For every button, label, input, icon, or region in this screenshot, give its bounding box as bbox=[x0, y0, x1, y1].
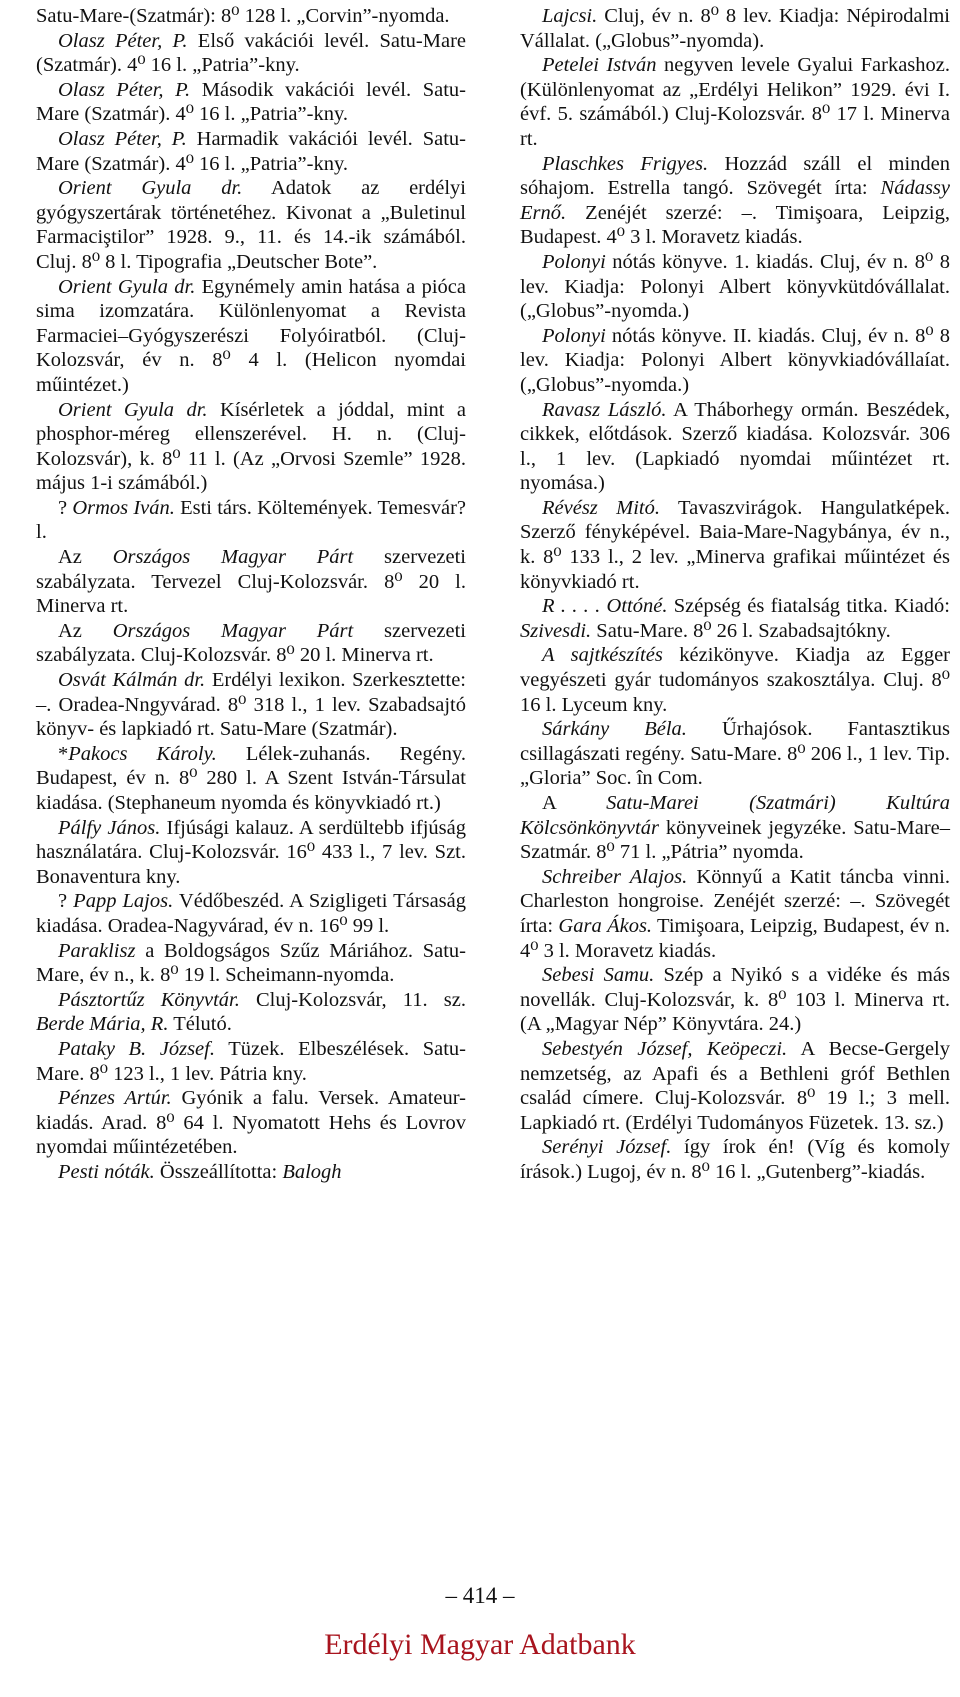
entry-text: Az bbox=[58, 546, 113, 569]
entry-author: Olasz Péter, P. bbox=[58, 29, 188, 52]
entry-text: könyveinek jegyzéke. Satu-Mare–Szatmár. 8⁰ 71 l. „Pátria” nyomda. bbox=[520, 816, 950, 864]
bibliography-entry bbox=[520, 643, 950, 717]
watermark-text: Erdélyi Magyar Adatbank bbox=[324, 1628, 636, 1661]
entry-author: Országos Magyar Párt bbox=[112, 619, 354, 642]
entry-author: Olasz Péter, P. bbox=[58, 127, 187, 150]
page-number: – 414 – bbox=[445, 1583, 515, 1608]
left-column bbox=[36, 4, 466, 1185]
entry-text: Cluj-Kolozsvár, 11. sz. bbox=[239, 988, 466, 1011]
entry-text: Erdélyi lexikon. Szerkesztette: –. Oradea-Nngyvárad. 8⁰ 318 l., 1 lev. Szabadsajtó könyv- és lapkiadó rt. Satu-Mare (Szatmár). bbox=[36, 669, 466, 741]
bibliography-entry bbox=[520, 717, 950, 791]
entry-text: Szép a Nyikó s a vidéke és más novellák. Cluj-Kolozsvár, k. 8⁰ 103 l. Minerva rt. (A „Magyar Nép” Könyvtára. 24.) bbox=[520, 964, 950, 1036]
bibliography-entry bbox=[36, 988, 466, 1037]
entry-text: negyven levele Gyalui Farkashoz. (Különlenyomat az „Erdélyi Helikon” 1929. évi I. évf. 5. számából.) Cluj-Kolozsvár. 8⁰ 17 l. Minerva rt. bbox=[520, 54, 950, 150]
bibliography-entry bbox=[520, 53, 950, 151]
bibliography-entry bbox=[520, 152, 950, 250]
bibliography-entry bbox=[36, 496, 466, 545]
bibliography-entry bbox=[520, 594, 950, 643]
bibliography-entry bbox=[36, 1037, 466, 1086]
entry-author: Serényi József. bbox=[542, 1136, 672, 1159]
entry-text: Timişoara, Leipzig, Budapest, év n. 4⁰ 3 l. Moravetz kiadás. bbox=[520, 914, 950, 962]
bibliography-entry bbox=[36, 939, 466, 988]
entry-author: Orient Gyula dr. bbox=[58, 275, 196, 298]
bibliography-entry bbox=[520, 496, 950, 594]
entry-text: kézikönyve. Kiadja az Egger vegyészeti gyár tudományos szakosztálya. Cluj. 8⁰ 16 l. Lyceum kny. bbox=[520, 644, 950, 716]
entry-author: Satu-Marei (Szatmári) Kultúra Kölcsönkönyvtár bbox=[520, 792, 950, 839]
entry-author: Olasz Péter, P. bbox=[58, 78, 191, 101]
entry-text: Esti társ. Költemények. Temesvár? l. bbox=[36, 496, 466, 544]
entry-text: Gyónik a falu. Versek. Amateur-kiadás. Arad. 8⁰ 64 l. Nyomatott Hehs és Lovrov nyomdai műintézetében. bbox=[36, 1087, 466, 1159]
entry-text: Kísérletek a jóddal, mint a phosphor-méreg ellenszerével. H. n. (Cluj-Kolozsvár), k. 8⁰ 11 l. (Az „Orvosi Szemle” 1928. május 1-i számából.) bbox=[36, 398, 466, 495]
entry-author: Országos Magyar Párt bbox=[112, 546, 354, 569]
bibliography-entry bbox=[36, 619, 466, 668]
entry-author: Pakocs Károly. bbox=[68, 742, 217, 765]
entry-text: A bbox=[542, 792, 607, 814]
bibliography-entry bbox=[520, 865, 950, 963]
entry-text: szervezeti szabályzata. Cluj-Kolozsvár. 8⁰ 20 l. Minerva rt. bbox=[36, 619, 466, 667]
entry-text: a Boldogságos Szűz Máriához. Satu-Mare, év n., k. 8⁰ 19 l. Scheimann-nyomda. bbox=[36, 939, 466, 987]
bibliography-entry bbox=[36, 816, 466, 890]
entry-text: Satu-Mare-(Szatmár): 8⁰ 128 l. „Corvin”-nyomda. bbox=[36, 5, 450, 27]
entry-text: Védőbeszéd. A Szigligeti Társaság kiadása. Oradea-Nagyvárad, év n. 16⁰ 99 l. bbox=[36, 890, 466, 937]
entry-text: Satu-Mare. 8⁰ 26 l. Szabadsajtókny. bbox=[591, 619, 891, 642]
entry-author: Balogh bbox=[282, 1160, 342, 1183]
entry-author: Lajcsi. bbox=[542, 5, 598, 27]
entry-text: Télutó. bbox=[168, 1013, 232, 1036]
right-column bbox=[520, 4, 950, 1185]
entry-author: Sebestyén József, Keöpeczi. bbox=[542, 1037, 788, 1060]
entry-author: Pásztortűz Könyvtár. bbox=[58, 988, 240, 1011]
bibliography-entry bbox=[36, 275, 466, 398]
entry-author: Polonyi bbox=[542, 250, 606, 273]
entry-author: R . . . . Ottóné. bbox=[542, 595, 668, 618]
bibliography-entry bbox=[36, 1086, 466, 1160]
entry-author: Gara Ákos. bbox=[558, 914, 653, 937]
entry-text: Ifjúsági kalauz. A serdültebb ifjúság használatára. Cluj-Kolozsvár. 16⁰ 433 l., 7 lev. Szt. Bonaventura kny. bbox=[36, 816, 467, 888]
bibliography-entry bbox=[36, 742, 466, 816]
entry-author: Polonyi bbox=[542, 324, 606, 347]
entry-author: Papp Lajos. bbox=[73, 890, 174, 913]
entry-text: Hozzád száll el minden sóhajom. Estrella tangó. Szövegét írta: bbox=[520, 152, 951, 200]
entry-text: ? bbox=[58, 890, 74, 913]
entry-text: A Tháborhegy ormán. Beszédek, cikkek, előtdások. Szerző kiadása. Kolozsvár. 306 l., 1 lev. (Lapkiadó nyomdai műintézet rt. nyomása.) bbox=[520, 398, 950, 495]
bibliography-entry bbox=[520, 791, 950, 865]
bibliography-entry bbox=[520, 1135, 950, 1184]
bibliography-entry bbox=[36, 29, 466, 78]
entry-text: Zenéjét szerzé: –. Timişoara, Leipzig, Budapest. 4⁰ 3 l. Moravetz kiadás. bbox=[520, 201, 950, 249]
entry-author: Orient Gyula dr. bbox=[58, 398, 208, 421]
bibliography-entry bbox=[520, 4, 950, 53]
bibliography-entry bbox=[520, 398, 950, 496]
entry-text: ? bbox=[58, 496, 73, 519]
entry-text: * bbox=[58, 742, 69, 765]
entry-text: így írok én! (Víg és komoly írások.) Lugoj, év n. 8⁰ 16 l. „Gutenberg”-kiadás. bbox=[520, 1136, 950, 1183]
bibliography-entry bbox=[36, 668, 466, 742]
entry-author: Plaschkes Frigyes. bbox=[542, 152, 709, 175]
entry-text: nótás könyve. II. kiadás. Cluj, év n. 8⁰ 8 lev. Kiadja: Polonyi Albert könyvkiadóvállaíat. („Globus”-nyomda.) bbox=[520, 324, 950, 396]
entry-text: Első vakációi levél. Satu-Mare (Szatmár). 4⁰ 16 l. „Patria”-kny. bbox=[36, 29, 466, 77]
entry-author: Pénzes Artúr. bbox=[58, 1087, 172, 1110]
entry-author: Orient Gyula dr. bbox=[58, 177, 243, 200]
entry-author: Osvát Kálmán dr. bbox=[58, 669, 206, 692]
bibliography-entry bbox=[36, 78, 466, 127]
entry-author: Ravasz László. bbox=[542, 398, 667, 421]
entry-text: Második vakációi levél. Satu-Mare (Szatmár). 4⁰ 16 l. „Patria”-kny. bbox=[36, 78, 466, 126]
entry-text: Tavaszvirágok. Hangulatképek. Szerző fényképével. Baia-Mare-Nagybánya, év n., k. 8⁰ 133 l., 2 lev. „Minerva grafikai műintézet és könyvkiadó rt. bbox=[520, 496, 950, 593]
entry-author: Schreiber Alajos. bbox=[542, 865, 688, 888]
entry-author: Pesti nóták. bbox=[58, 1160, 155, 1183]
bibliography-entry bbox=[36, 398, 466, 496]
entry-author: Nádassy Ernő. bbox=[520, 177, 950, 224]
entry-author: Sebesi Samu. bbox=[542, 964, 655, 987]
entry-text: Adatok az erdélyi gyógyszertárak történetéhez. Kivonat a „Buletinul Farmaciştilor” 1928. 9., 11. és 14.-ik számából. Cluj. 8⁰ 8 l. Tipografia „Deutscher Bote”. bbox=[36, 177, 466, 273]
entry-author: Szivesdi. bbox=[520, 619, 592, 642]
bibliography-entry bbox=[36, 545, 466, 619]
entry-author: Berde Mária, R. bbox=[36, 1013, 169, 1036]
entry-text: Harmadik vakációi levél. Satu-Mare (Szatmár). 4⁰ 16 l. „Patria”-kny. bbox=[36, 127, 466, 175]
entry-author: Pataky B. József. bbox=[58, 1037, 215, 1060]
entry-text: Könnyű a Katit táncba vinni. Charleston hongroise. Zenéjét szerzé: –. Szövegét írta: bbox=[520, 865, 950, 937]
bibliography-entry bbox=[520, 963, 950, 1037]
entry-text: Szépség és fiatalság titka. Kiadó: bbox=[667, 595, 950, 618]
entry-author: A sajtkészítés bbox=[542, 644, 663, 667]
bibliography-entry bbox=[36, 889, 466, 938]
bibliography-entry bbox=[520, 1037, 950, 1135]
entry-author: Sárkány Béla. bbox=[542, 718, 687, 741]
entry-author: Paraklisz bbox=[58, 939, 136, 962]
entry-author: Pálfy János. bbox=[58, 816, 161, 839]
entry-text: Összeállította: bbox=[154, 1160, 283, 1183]
entry-text: Tüzek. Elbeszélések. Satu-Mare. 8⁰ 123 l., 1 lev. Pátria kny. bbox=[36, 1037, 466, 1085]
entry-text: A Becse-Gergely nemzetség, az Apafi és a Bethleni gróf Bethlen család címere. Cluj-Kolozsvár. 8⁰ 19 l.; 3 mell. Lapkiadó rt. (Erdélyi Tudományos Füzetek. 13. sz.) bbox=[520, 1037, 950, 1134]
entry-text: Lélek-zuhanás. Regény. Budapest, év n. 8⁰ 280 l. A Szent István-Társulat kiadása. (Stephaneum nyomda és könyvkiadó rt.) bbox=[36, 742, 466, 814]
bibliography-entry bbox=[36, 176, 466, 274]
entry-text: nótás könyve. 1. kiadás. Cluj, év n. 8⁰ 8 lev. Kiadja: Polonyi Albert könyvkütdóvállalat. („Globus”-nyomda.) bbox=[520, 250, 950, 323]
bibliography-entry bbox=[36, 127, 466, 176]
entry-text: Űrhajósok. Fantasztikus csillagászati regény. Satu-Mare. 8⁰ 206 l., 1 lev. Tip. „Gloria” Soc. în Com. bbox=[520, 718, 950, 790]
bibliography-entry bbox=[36, 4, 466, 29]
entry-text: szervezeti szabályzata. Tervezel Cluj-Kolozsvár. 8⁰ 20 l. Minerva rt. bbox=[36, 546, 466, 618]
entry-author: Révész Mitó. bbox=[542, 496, 661, 519]
entry-text: Az bbox=[58, 619, 113, 642]
bibliography-entry bbox=[520, 250, 950, 324]
entry-author: Petelei István bbox=[542, 54, 657, 77]
entry-text: Cluj, év n. 8⁰ 8 lev. Kiadja: Népirodalmi Vállalat. („Globus”-nyomda). bbox=[520, 5, 950, 52]
entry-author: Ormos Iván. bbox=[72, 496, 175, 519]
bibliography-entry bbox=[520, 324, 950, 398]
bibliography-entry bbox=[36, 1160, 466, 1185]
entry-text: Egynémely amin hatása a pióca sima izomzatára. Különlenyomat a Revista Farmaciei–Gyógyszerészi Folyóiratból. (Cluj-Kolozsvár, év n. 8⁰ 4 l. (Helicon nyomdai műintézet.) bbox=[36, 275, 466, 396]
